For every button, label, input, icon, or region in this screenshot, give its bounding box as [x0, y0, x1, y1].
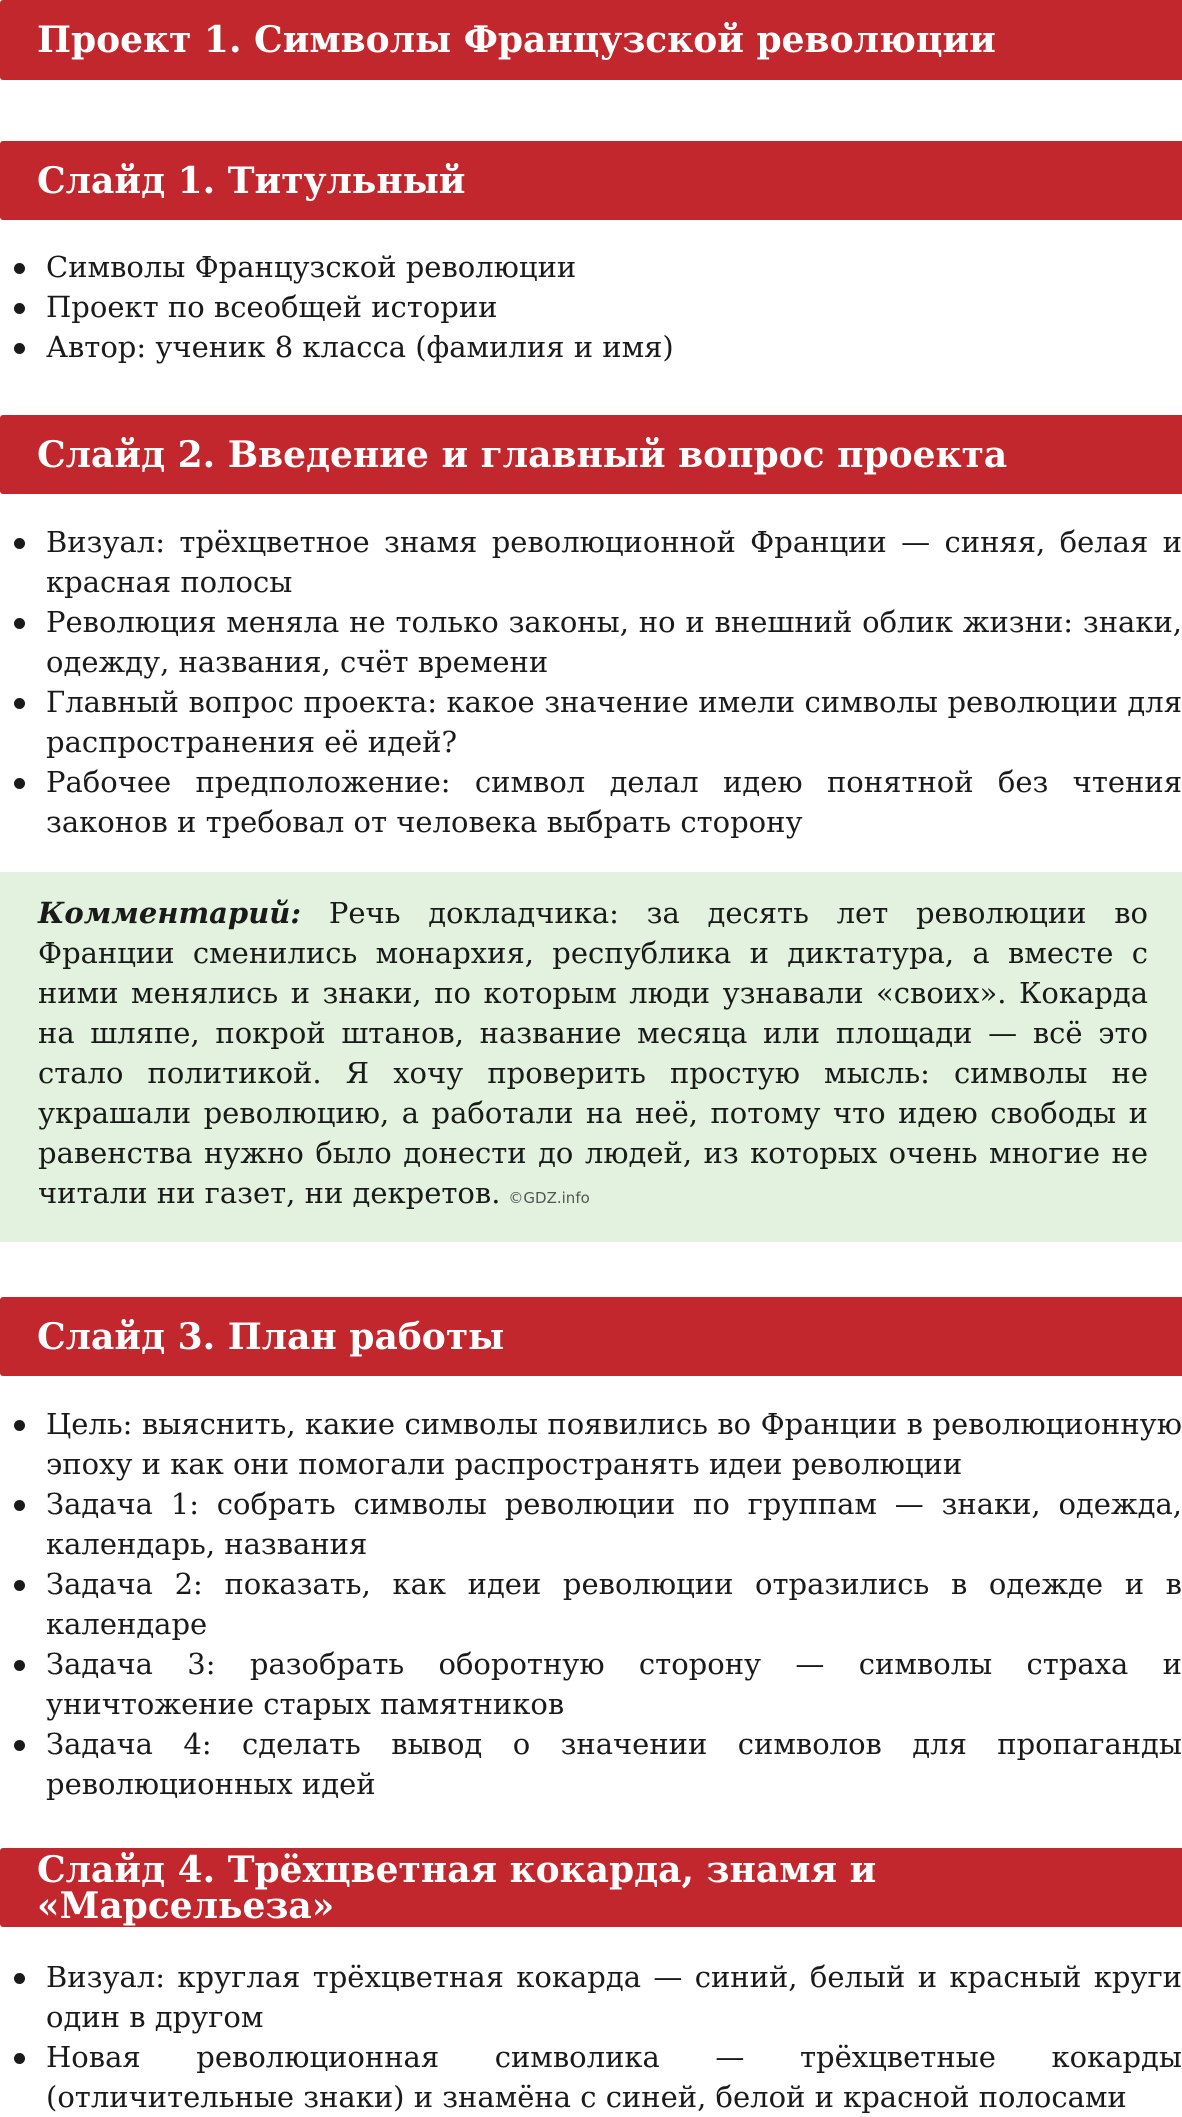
comment-label: Комментарий: — [38, 896, 302, 930]
slide-2-list — [0, 522, 1182, 842]
list-item: Главный вопрос проекта: какое значение имели символы революции для распространения её идей? — [8, 682, 1182, 762]
list-item: Символы Французской революции — [8, 247, 1182, 287]
list-item: Рабочее предположение: символ делал идею понятной без чтения законов и требовал от человека выбрать сторону — [8, 762, 1182, 842]
list-item: Автор: ученик 8 класса (фамилия и имя) — [8, 327, 1182, 367]
list-item: Задача 3: разобрать оборотную сторону — символы страха и уничтожение старых памятников — [8, 1644, 1182, 1724]
list-item: Визуал: круглая трёхцветная кокарда — синий, белый и красный круги один в другом — [8, 1957, 1182, 2037]
project-title: Проект 1. Символы Французской революции — [0, 0, 1182, 80]
comment-box — [0, 872, 1182, 1242]
list-item: Визуал: трёхцветное знамя революционной Франции — синяя, белая и красная полосы — [8, 522, 1182, 602]
comment-text: Речь докладчика: за десять лет революции во Франции сменились монархия, республика и диктатура, а вместе с ними менялись и знаки, по которым люди узнавали «своих». Кокарда на шляпе, покрой штанов, название месяца или площади — всё это стало политикой. Я хочу проверить простую мысль: символы не украшали революцию, а работали на неё, потому что идею свободы и равенства нужно было донести до людей, из которых очень многие не читали ни газет, ни декретов. — [38, 896, 1149, 1210]
slide-3-list — [0, 1404, 1182, 1804]
slide-3-heading: Слайд 3. План работы — [0, 1297, 1182, 1376]
list-item: Революция меняла не только законы, но и внешний облик жизни: знаки, одежду, названия, счёт времени — [8, 602, 1182, 682]
list-item: Новая революционная символика — трёхцветные кокарды (отличительные знаки) и знамёна с синей, белой и красной полосами — [8, 2037, 1182, 2117]
slide-4-list — [0, 1957, 1182, 2117]
slide-1-heading: Слайд 1. Титульный — [0, 141, 1182, 220]
slide-2-heading: Слайд 2. Введение и главный вопрос проекта — [0, 415, 1182, 494]
list-item: Цель: выяснить, какие символы появились во Франции в революционную эпоху и как они помогали распространять идеи революции — [8, 1404, 1182, 1484]
slide-4-heading: Слайд 4. Трёхцветная кокарда, знамя и «Марсельеза» — [0, 1848, 1182, 1927]
slide-1-list — [0, 247, 1182, 367]
list-item: Задача 2: показать, как идеи революции отразились в одежде и в календаре — [8, 1564, 1182, 1644]
watermark-mark: ©GDZ.info — [508, 1189, 590, 1207]
list-item: Проект по всеобщей истории — [8, 287, 1182, 327]
list-item: Задача 1: собрать символы революции по группам — знаки, одежда, календарь, названия — [8, 1484, 1182, 1564]
list-item: Задача 4: сделать вывод о значении символов для пропаганды революционных идей — [8, 1724, 1182, 1804]
